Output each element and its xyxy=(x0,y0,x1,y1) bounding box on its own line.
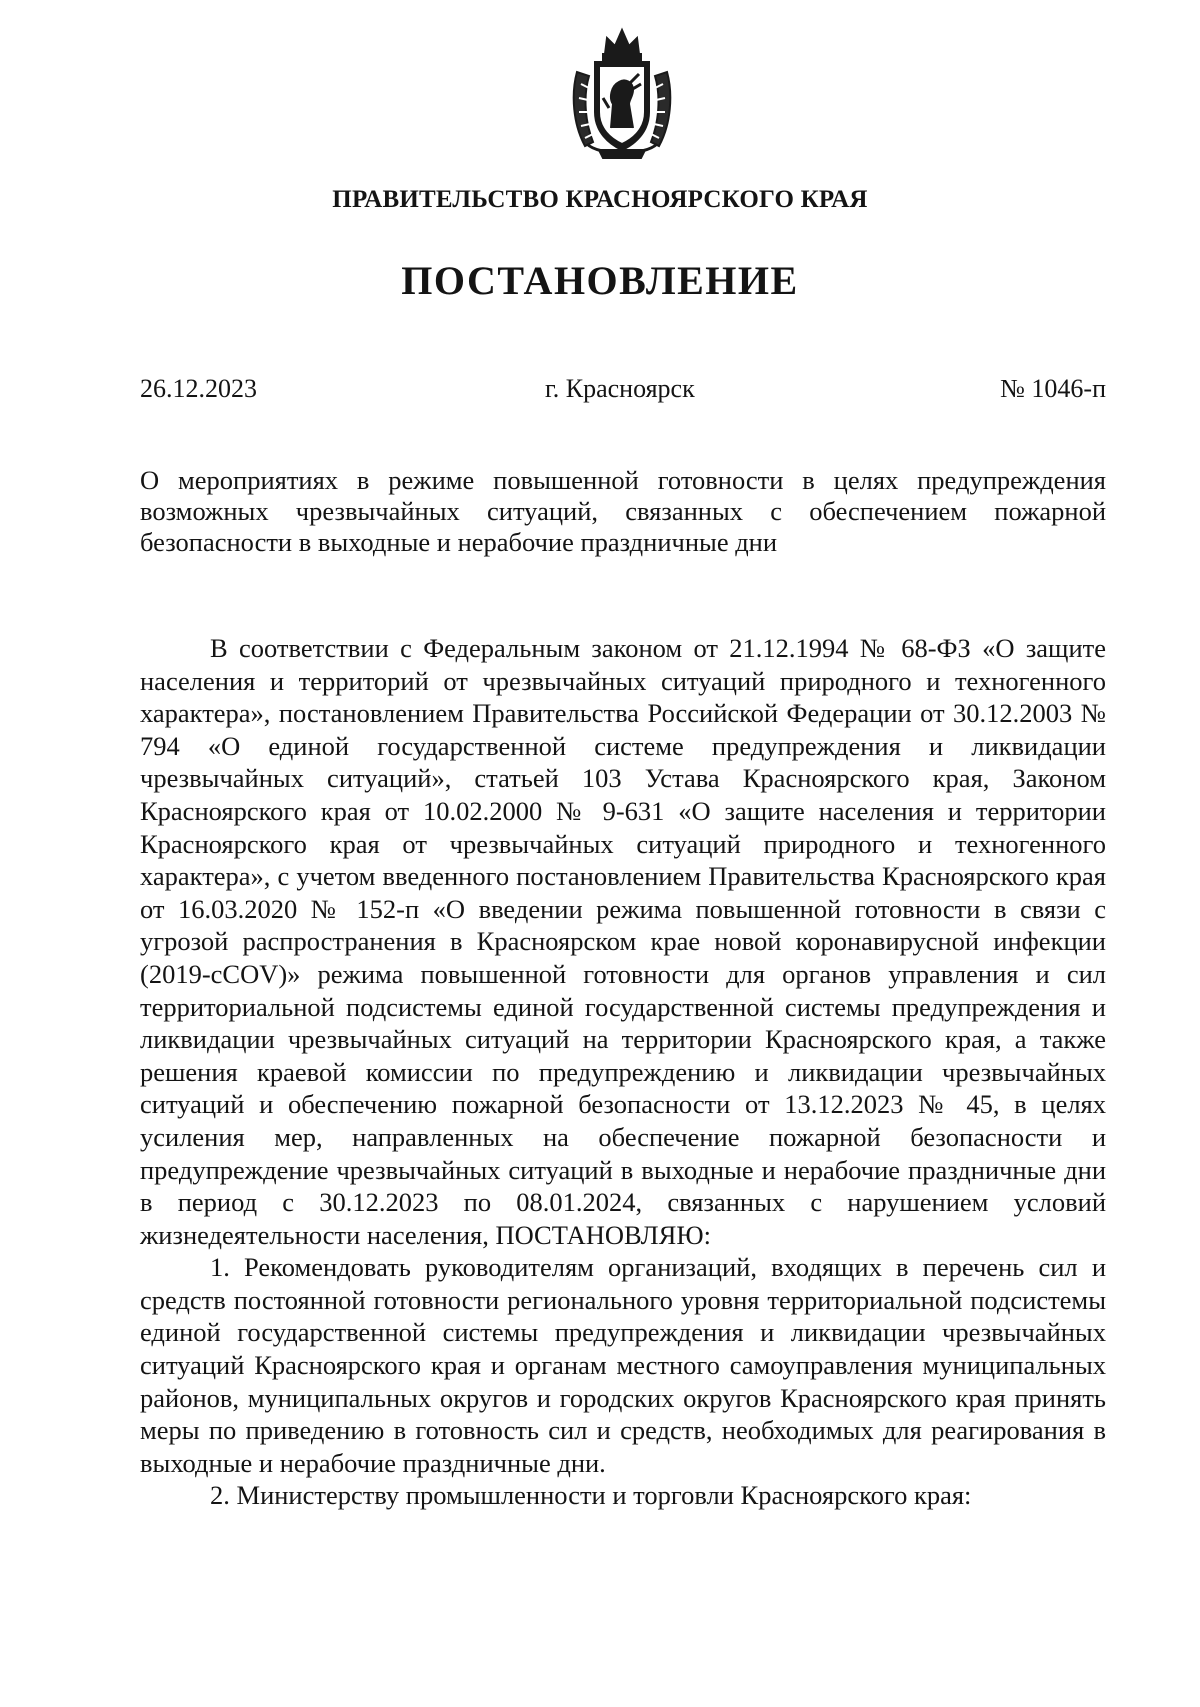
document-subject: О мероприятиях в режиме повышенной готовности в целях предупреждения возможных чрезвычайных ситуаций, связанных с обеспечением пожарной безопасности в выходные и нерабочие праздничные дни xyxy=(140,465,1106,557)
document-body xyxy=(140,632,1106,1512)
item-1-paragraph: 1. Рекомендовать руководителям организаций, входящих в перечень сил и средств постоянной готовности регионального уровня территориальной подсистемы единой государственной системы предупреждения и ликвидации чрезвычайных ситуаций Красноярского края и органам местного самоуправления муниципальных районов, муниципальных округов и городских округов Красноярского края принять меры по приведению в готовность сил и средств, необходимых для реагирования в выходные и нерабочие праздничные дни. xyxy=(140,1252,1106,1478)
organization-title: ПРАВИТЕЛЬСТВО КРАСНОЯРСКОГО КРАЯ xyxy=(332,186,868,213)
document-date: 26.12.2023 xyxy=(140,374,257,403)
preamble-paragraph: В соответствии с Федеральным законом от 21.12.1994 № 68-ФЗ «О защите населения и территорий от чрезвычайных ситуаций природного и техногенного характера», постановлением Правительства Российской Федерации от 30.12.2003 № 794 «О единой государственной системе предупреждения и ликвидации чрезвычайных ситуаций», статьей 103 Устава Красноярского края, Законом Красноярского края от 10.02.2000 № 9-631 «О защите населения и территории Красноярского края от чрезвычайных ситуаций природного и техногенного характера», с учетом введенного постановлением Правительства Красноярского края от 16.03.2020 № 152-п «О введении режима повышенной готовности в связи с угрозой распространения в Красноярском крае новой коронавирусной инфекции (2019-cCOV)» режима повышенной готовности для органов управления и сил территориальной подсистемы единой государственной системы предупреждения и ликвидации чрезвычайных ситуаций на территории Красноярского края, а также решения краевой комиссии по предупреждению и ликвидации чрезвычайных ситуаций и обеспечению пожарной безопасности от 13.12.2023 № 45, в целях усиления мер, направленных на обеспечение пожарной безопасности и предупреждение чрезвычайных ситуаций в выходные и нерабочие праздничные дни в период с 30.12.2023 по 08.01.2024, связанных с нарушением условий жизнедеятельности населения, ПОСТАНОВЛЯЮ: xyxy=(140,633,1106,1250)
document-place: г. Красноярск xyxy=(545,374,695,403)
item-2-paragraph: 2. Министерству промышленности и торговли Красноярского края: xyxy=(210,1480,972,1511)
document-type-title: ПОСТАНОВЛЕНИЕ xyxy=(401,258,799,303)
coat-of-arms-icon xyxy=(569,24,675,160)
document-meta-row xyxy=(140,374,1106,414)
document-number: № 1046-п xyxy=(1000,374,1106,403)
